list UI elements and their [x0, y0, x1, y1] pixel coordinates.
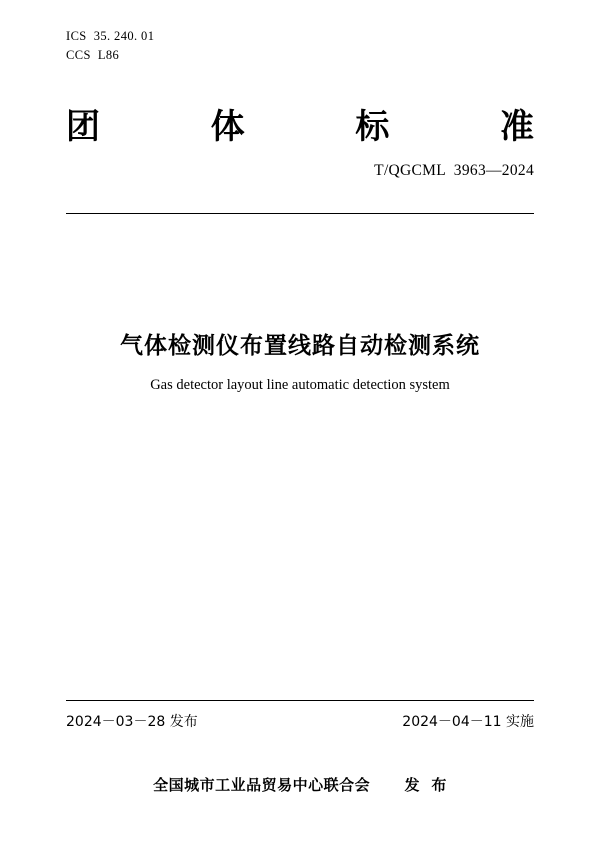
- classification-codes: [66, 27, 154, 65]
- heading-char-2: 体: [210, 107, 245, 147]
- ccs-code: CCS L86: [66, 48, 120, 62]
- heading-char-1: 团: [66, 107, 100, 147]
- header-divider: [66, 213, 534, 214]
- standard-number: T/QGCML 3963—2024: [374, 162, 534, 179]
- document-title-chinese: 气体检测仪布置线路自动检测系统: [120, 333, 480, 359]
- implementation-date: 2024－04－11 实施: [402, 714, 534, 730]
- ics-code: ICS 35. 240. 01: [66, 29, 155, 43]
- publisher-name: 全国城市工业品贸易中心联合会 发 布: [153, 776, 447, 794]
- document-title-english: Gas detector layout line automatic detection system: [150, 377, 450, 393]
- heading-char-4: 准: [499, 107, 534, 147]
- heading-char-3: 标: [355, 107, 390, 147]
- footer-divider: [66, 700, 534, 701]
- dates-row: [66, 711, 534, 731]
- standard-type-heading: [66, 107, 534, 147]
- issue-date: 2024－03－28 发布: [66, 714, 198, 730]
